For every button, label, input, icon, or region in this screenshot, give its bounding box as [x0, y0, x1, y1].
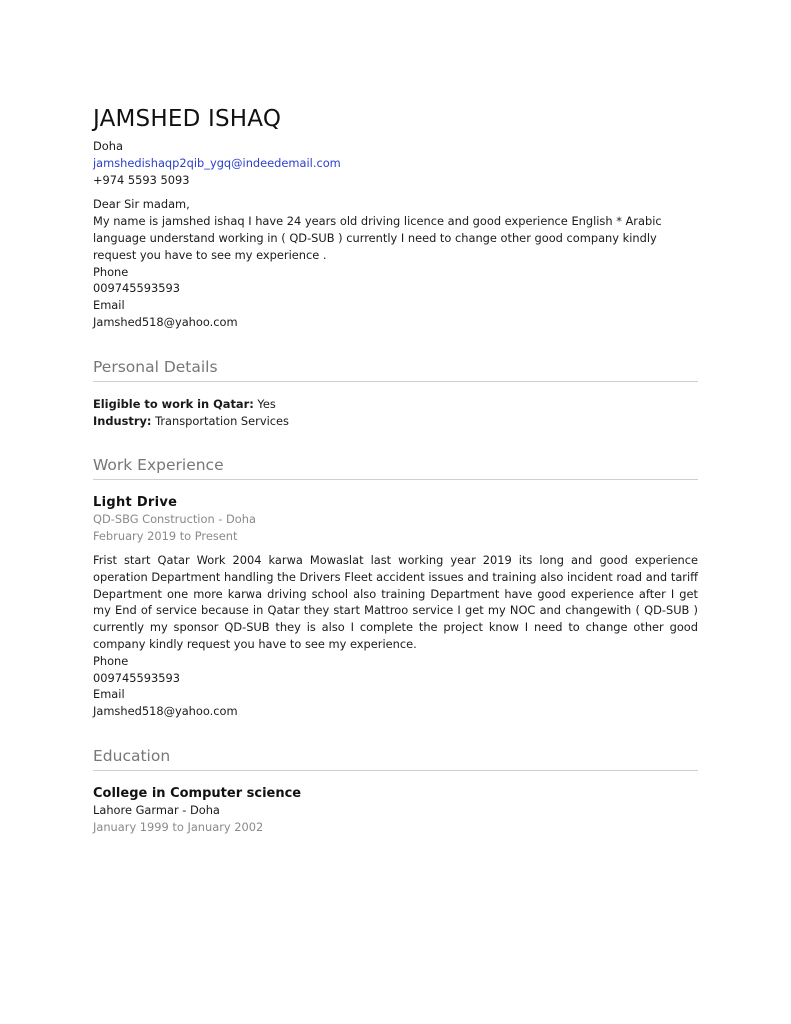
location: Doha	[93, 139, 123, 153]
school: Lahore Garmar - Doha	[93, 802, 220, 817]
spacer	[93, 545, 698, 552]
summary-phone-value: 009745593593	[93, 281, 180, 296]
summary-text: My name is jamshed ishaq I have 24 years old driving licence and good experience English * Arabic language understand working in ( QD-SUB ) currently I need to change other good company kindly request you have to see my experience .	[93, 214, 662, 262]
resume-page	[93, 104, 698, 836]
phone-number: +974 5593 5093	[93, 172, 190, 187]
industry-label: Industry:	[93, 413, 152, 428]
eligibility-value: Yes	[257, 396, 276, 411]
education-heading: Education	[93, 746, 698, 771]
email-link[interactable]: jamshedishaqp2qib_ygq@indeedemail.com	[93, 155, 341, 170]
education-entry	[93, 785, 698, 836]
summary-email-value: Jamshed518@yahoo.com	[93, 314, 238, 329]
work-email-value: Jamshed518@yahoo.com	[93, 704, 238, 719]
work-email-label: Email	[93, 687, 125, 702]
eligibility-row	[93, 396, 698, 413]
degree: College in Computer science	[93, 785, 302, 801]
industry-value: Transportation Services	[155, 413, 289, 428]
candidate-name: JAMSHED ISHAQ	[93, 106, 282, 132]
summary-greeting: Dear Sir madam,	[93, 197, 190, 212]
company: QD-SBG Construction - Doha	[93, 512, 256, 527]
work-phone-label: Phone	[93, 653, 129, 668]
education-dates: January 1999 to January 2002	[93, 819, 264, 834]
work-experience-entry	[93, 494, 698, 720]
summary-email-label: Email	[93, 298, 125, 313]
summary-phone-label: Phone	[93, 264, 129, 279]
summary-block	[93, 196, 698, 330]
spacer	[93, 188, 698, 196]
eligibility-label: Eligible to work in Qatar:	[93, 396, 254, 411]
job-description: Frist start Qatar Work 2004 karwa Mowaslat last working year 2019 its long and good experience operation Department handling the Drivers Fleet accident issues and training also incident road and tariff Department one more karwa driving school also training Department have good experience after I get my End of service because in Qatar they start Mattroo service I get my NOC and changewith ( QD-SUB ) currently my sponsor QD-SUB they is also I complete the project know I need to change other good company kindly request you have to see my experience.	[93, 552, 698, 651]
personal-details	[93, 396, 698, 430]
job-title: Light Drive	[93, 495, 178, 511]
work-experience-heading: Work Experience	[93, 455, 698, 480]
industry-row	[93, 413, 698, 430]
personal-details-heading: Personal Details	[93, 357, 698, 382]
work-phone-value: 009745593593	[93, 670, 180, 685]
job-dates: February 2019 to Present	[93, 529, 238, 544]
